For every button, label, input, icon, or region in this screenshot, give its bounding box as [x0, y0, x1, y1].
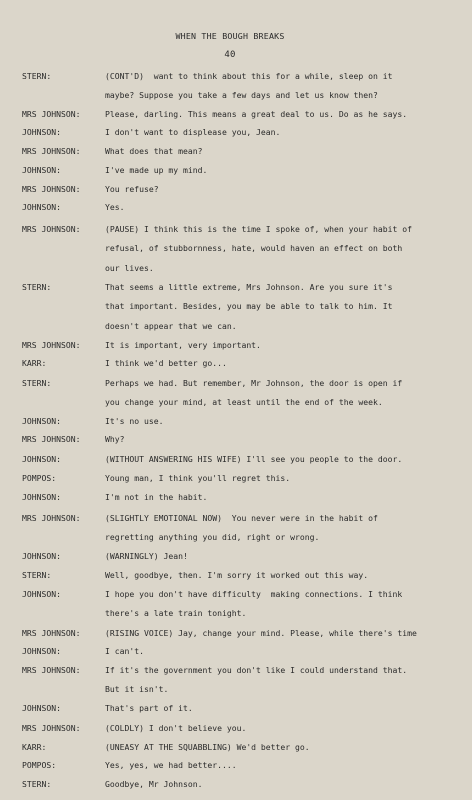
- dialogue-line: [0, 300, 472, 312]
- speaker-name: MRS JOHNSON:: [22, 513, 81, 523]
- dialogue-line: [0, 89, 472, 101]
- speaker-name: MRS JOHNSON:: [22, 184, 81, 194]
- dialogue-line: [0, 453, 472, 465]
- dialogue-line: [0, 550, 472, 562]
- dialogue-text: That seems a little extreme, Mrs Johnson. Are you sure it's: [105, 282, 393, 292]
- dialogue-text: I hope you don't have difficulty making connections. I think: [105, 589, 403, 599]
- dialogue-text: You refuse?: [105, 184, 159, 194]
- dialogue-line: [0, 664, 472, 676]
- page-number: 40: [224, 50, 236, 60]
- dialogue-text: If it's the government you don't like I could understand that.: [105, 665, 408, 675]
- dialogue-text: you change your mind, at least until the end of the week.: [105, 397, 383, 407]
- dialogue-text: that important. Besides, you may be able to talk to him. It: [105, 301, 393, 311]
- speaker-name: JOHNSON:: [22, 165, 61, 175]
- dialogue-line: [0, 70, 472, 82]
- document-title: WHEN THE BOUGH BREAKS: [175, 31, 285, 41]
- dialogue-line: [0, 569, 472, 581]
- dialogue-text: I can't.: [105, 646, 144, 656]
- speaker-name: MRS JOHNSON:: [22, 340, 81, 350]
- dialogue-text: Goodbye, Mr Johnson.: [105, 779, 203, 789]
- dialogue-line: [0, 627, 472, 639]
- dialogue-text: (CONT'D) want to think about this for a while, sleep on it: [105, 71, 393, 81]
- dialogue-text: regretting anything you did, right or wrong.: [105, 532, 320, 542]
- speaker-name: JOHNSON:: [22, 492, 61, 502]
- speaker-name: POMPOS:: [22, 760, 57, 770]
- dialogue-text: refusal, of stubbornness, hate, would haven an effect on both: [105, 243, 403, 253]
- speaker-name: STERN:: [22, 378, 52, 388]
- dialogue-line: [0, 108, 472, 120]
- dialogue-text: there's a late train tonight.: [105, 608, 247, 618]
- dialogue-text: (UNEASY AT THE SQUABBLING) We'd better go.: [105, 742, 310, 752]
- dialogue-line: [0, 281, 472, 293]
- speaker-name: MRS JOHNSON:: [22, 224, 81, 234]
- dialogue-line: [0, 320, 472, 332]
- dialogue-text: Perhaps we had. But remember, Mr Johnson, the door is open if: [105, 378, 403, 388]
- dialogue-line: [0, 607, 472, 619]
- dialogue-line: [0, 357, 472, 369]
- dialogue-line: [0, 262, 472, 274]
- speaker-name: STERN:: [22, 570, 52, 580]
- dialogue-line: [0, 722, 472, 734]
- dialogue-line: [0, 778, 472, 790]
- speaker-name: KARR:: [22, 742, 47, 752]
- dialogue-text: (PAUSE) I think this is the time I spoke of, when your habit of: [105, 224, 412, 234]
- dialogue-text: That's part of it.: [105, 703, 193, 713]
- dialogue-line: [0, 223, 472, 235]
- speaker-name: POMPOS:: [22, 473, 57, 483]
- dialogue-line: [0, 415, 472, 427]
- dialogue-text: our lives.: [105, 263, 154, 273]
- dialogue-line: [0, 491, 472, 503]
- dialogue-line: [0, 433, 472, 445]
- dialogue-text: It is important, very important.: [105, 340, 261, 350]
- dialogue-line: [0, 759, 472, 771]
- speaker-name: JOHNSON:: [22, 589, 61, 599]
- dialogue-text: (RISING VOICE) Jay, change your mind. Please, while there's time: [105, 628, 417, 638]
- dialogue-text: Why?: [105, 434, 125, 444]
- dialogue-line: [0, 683, 472, 695]
- speaker-name: JOHNSON:: [22, 703, 61, 713]
- speaker-name: MRS JOHNSON:: [22, 723, 81, 733]
- speaker-name: JOHNSON:: [22, 646, 61, 656]
- dialogue-line: [0, 183, 472, 195]
- dialogue-line: [0, 126, 472, 138]
- dialogue-text: Yes.: [105, 202, 125, 212]
- speaker-name: STERN:: [22, 779, 52, 789]
- dialogue-line: [0, 702, 472, 714]
- dialogue-line: [0, 164, 472, 176]
- dialogue-line: [0, 472, 472, 484]
- dialogue-text: Please, darling. This means a great deal to us. Do as he says.: [105, 109, 408, 119]
- dialogue-line: [0, 201, 472, 213]
- dialogue-line: [0, 145, 472, 157]
- dialogue-line: [0, 645, 472, 657]
- speaker-name: KARR:: [22, 358, 47, 368]
- dialogue-line: [0, 339, 472, 351]
- speaker-name: JOHNSON:: [22, 202, 61, 212]
- dialogue-text: (WITHOUT ANSWERING HIS WIFE) I'll see you people to the door.: [105, 454, 403, 464]
- dialogue-text: I've made up my mind.: [105, 165, 208, 175]
- speaker-name: MRS JOHNSON:: [22, 109, 81, 119]
- speaker-name: STERN:: [22, 282, 52, 292]
- speaker-name: MRS JOHNSON:: [22, 665, 81, 675]
- speaker-name: MRS JOHNSON:: [22, 434, 81, 444]
- dialogue-text: It's no use.: [105, 416, 164, 426]
- dialogue-text: doesn't appear that we can.: [105, 321, 237, 331]
- speaker-name: JOHNSON:: [22, 454, 61, 464]
- dialogue-text: (WARNINGLY) Jean!: [105, 551, 188, 561]
- dialogue-text: What does that mean?: [105, 146, 203, 156]
- dialogue-text: I'm not in the habit.: [105, 492, 208, 502]
- speaker-name: MRS JOHNSON:: [22, 146, 81, 156]
- dialogue-text: (SLIGHTLY EMOTIONAL NOW) You never were in the habit of: [105, 513, 378, 523]
- speaker-name: STERN:: [22, 71, 52, 81]
- dialogue-text: maybe? Suppose you take a few days and let us know then?: [105, 90, 378, 100]
- dialogue-text: Well, goodbye, then. I'm sorry it worked out this way.: [105, 570, 369, 580]
- dialogue-text: I don't want to displease you, Jean.: [105, 127, 281, 137]
- dialogue-line: [0, 588, 472, 600]
- dialogue-text: But it isn't.: [105, 684, 169, 694]
- dialogue-text: Yes, yes, we had better....: [105, 760, 237, 770]
- dialogue-line: [0, 242, 472, 254]
- dialogue-line: [0, 741, 472, 753]
- speaker-name: MRS JOHNSON:: [22, 628, 81, 638]
- dialogue-line: [0, 377, 472, 389]
- dialogue-line: [0, 512, 472, 524]
- dialogue-text: Young man, I think you'll regret this.: [105, 473, 291, 483]
- speaker-name: JOHNSON:: [22, 416, 61, 426]
- dialogue-text: (COLDLY) I don't believe you.: [105, 723, 247, 733]
- dialogue-line: [0, 396, 472, 408]
- speaker-name: JOHNSON:: [22, 551, 61, 561]
- speaker-name: JOHNSON:: [22, 127, 61, 137]
- dialogue-text: I think we'd better go...: [105, 358, 227, 368]
- dialogue-line: [0, 531, 472, 543]
